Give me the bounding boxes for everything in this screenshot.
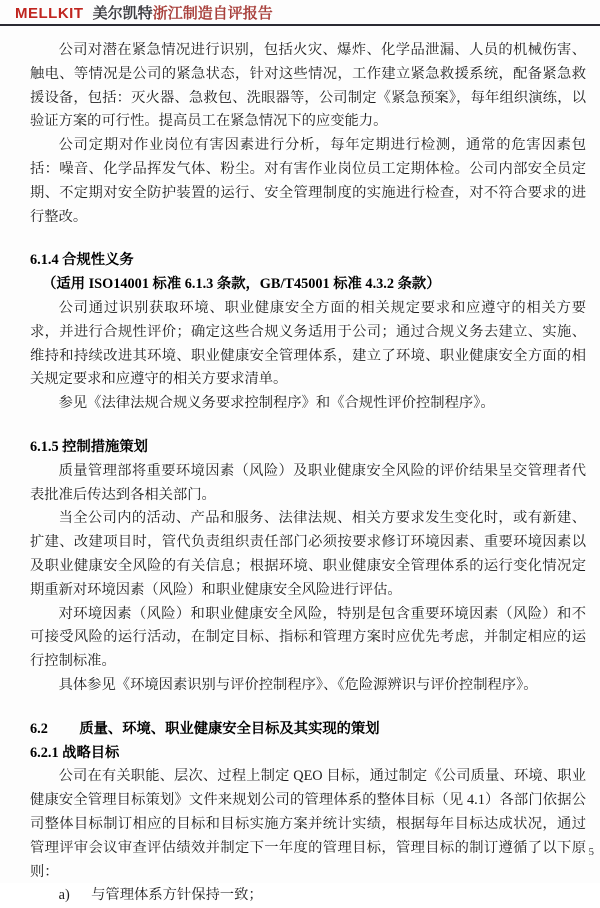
heading-6-1-4: 6.1.4 合规性义务	[30, 252, 134, 269]
heading-6-2-number: 6.2	[30, 720, 48, 737]
page-header	[0, 0, 600, 22]
list-item-a-text: 与管理体系方针保持一致；	[91, 887, 263, 904]
paragraph-risk-evaluation-approval: 质量管理部将重要环境因素（风险）及职业健康安全风险的评价结果呈交管理者代表批准后传达到各相关部门。	[30, 462, 586, 503]
paragraph-emergency-identification: 公司对潜在紧急情况进行识别，包括火灾、爆炸、化学品泄漏、人员的机械伤害、触电、等情况是公司的紧急状态，针对这些情况，工作建立紧急救援系统，配备紧急救援设备，包括：灭火器、急救包、洗眼器等，公司制定《紧急预案》，每年组织演练，以验证方案的可行性。提高员工在紧急情况下的应变能力。	[30, 42, 586, 130]
paragraph-strategic-goals: 公司在有关职能、层次、过程上制定 QEO 目标，通过制定《公司质量、环境、职业健康安全管理目标策划》文件来规划公司的管理体系的整体目标（见 4.1）各部门依据公司整体目标制订相应的目标和目标实施方案并统计实绩，根据每年目标达成状况，通过管理评审会议审查评估绩效并制定下一年度的管理目标，管理目标的制订遵循了以下原则：	[30, 768, 586, 880]
document-title: 浙江制造自评报告	[152, 5, 273, 22]
paragraph-compliance-reference: 参见《法律法规合规义务要求控制程序》和《合规性评价控制程序》。	[58, 395, 495, 412]
list-item-a-marker: a)	[58, 887, 70, 904]
heading-6-2-1: 6.2.1 战略目标	[30, 744, 120, 761]
heading-6-2-title: 质量、环境、职业健康安全目标及其实现的策划	[79, 720, 380, 737]
heading-6-1-4-applicability-note: （适用 ISO14001 标准 6.1.3 条款，GB/T45001 标准 4.3.2 条款）	[42, 276, 441, 293]
list-item-a	[30, 884, 586, 908]
paragraph-change-management: 当全公司内的活动、产品和服务、法律法规、相关方要求发生变化时，或有新建、扩建、改建项目时，管代负责组织责任部门必须按要求修订环境因素、重要环境因素以及职业健康安全风险的有关信息；根据环境、职业健康安全管理体系的运行变化情况定期重新对环境因素（风险）和职业健康安全风险进行评估。	[30, 510, 586, 598]
company-name: 美尔凯特	[92, 5, 153, 22]
paragraph-hazard-analysis: 公司定期对作业岗位有害因素进行分析，每年定期进行检测，通常的危害因素包括：噪音、化学品挥发气体、粉尘。对有害作业岗位员工定期体检。公司内部安全员定期、不定期对安全防护装置的运行、安全管理制度的实施进行检查，对不符合要求的进行整改。	[30, 137, 586, 225]
heading-6-1-5: 6.1.5 控制措施策划	[30, 438, 148, 455]
heading-6-2	[30, 718, 586, 742]
paragraph-procedures-reference: 具体参见《环境因素识别与评价控制程序》、《危险源辨识与评价控制程序》。	[58, 676, 538, 693]
paragraph-priority-control: 对环境因素（风险）和职业健康安全风险，特别是包含重要环境因素（风险）和不可接受风险的运行活动，在制定目标、指标和管理方案时应优先考虑，并制定相应的运行控制标准。	[30, 605, 586, 670]
brand-logo-text: MELLKIT	[15, 5, 84, 22]
paragraph-compliance-obligations: 公司通过识别获取环境、职业健康安全方面的相关规定要求和应遵守的相关方要求，并进行合规性评价；确定这些合规义务适用于公司；通过合规义务去建立、实施、维持和持续改进其环境、职业健康安全管理体系，建立了环境、职业健康安全方面的相关规定要求和应遵守的相关方要求清单。	[30, 299, 586, 388]
document-body	[0, 26, 600, 908]
page-number: 5	[588, 846, 594, 858]
